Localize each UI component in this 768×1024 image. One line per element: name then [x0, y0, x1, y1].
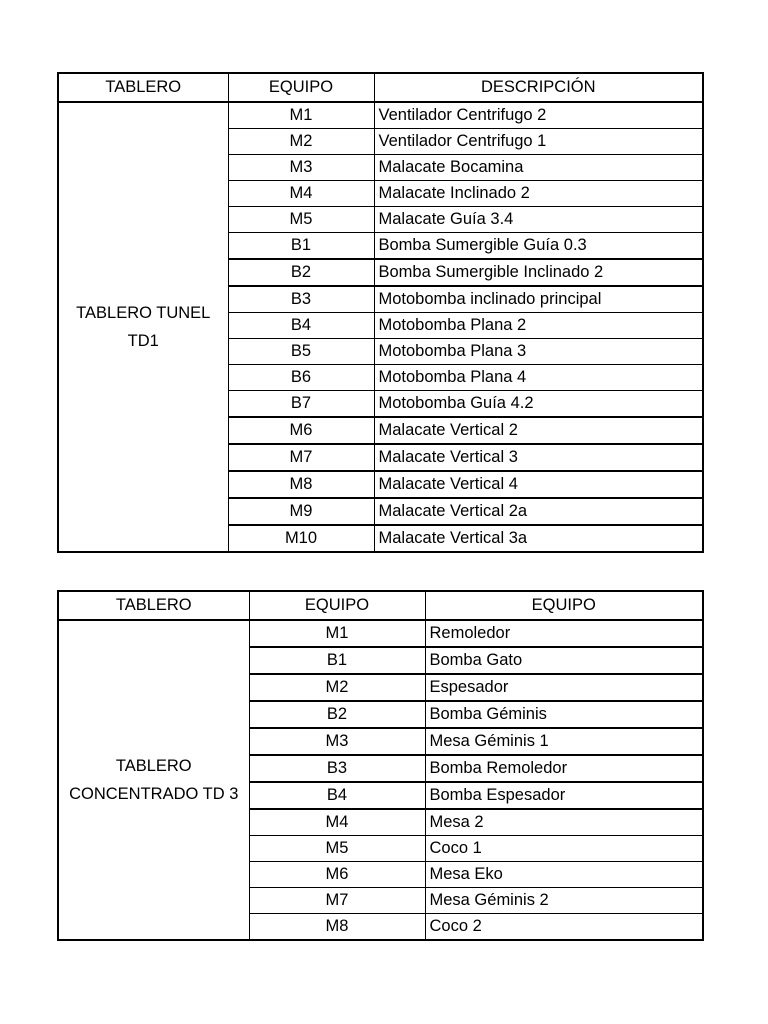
equipment-description: Mesa Géminis 1 — [425, 728, 703, 755]
equipment-code: M6 — [249, 862, 425, 888]
equipment-description: Motobomba Plana 3 — [374, 339, 703, 365]
equipment-code: B1 — [228, 233, 374, 260]
equipment-description: Malacate Vertical 3 — [374, 444, 703, 471]
equipment-code: M8 — [228, 471, 374, 498]
equipment-code: B3 — [249, 755, 425, 782]
equipment-description: Malacate Inclinado 2 — [374, 181, 703, 207]
equipment-code: M9 — [228, 498, 374, 525]
col-header-equipo-2: EQUIPO — [425, 591, 703, 620]
equipment-description: Motobomba Plana 2 — [374, 313, 703, 339]
tablero-concentrado-table — [57, 590, 704, 941]
equipment-description: Motobomba Plana 4 — [374, 365, 703, 391]
col-header-tablero: TABLERO — [58, 591, 249, 620]
equipment-description: Bomba Sumergible Guía 0.3 — [374, 233, 703, 260]
equipment-code: M10 — [228, 525, 374, 552]
group-label: TABLERO TUNEL TD1 — [58, 102, 228, 552]
equipment-code: M1 — [228, 102, 374, 129]
equipment-code: B5 — [228, 339, 374, 365]
equipment-description: Mesa Géminis 2 — [425, 888, 703, 914]
equipment-code: B6 — [228, 365, 374, 391]
equipment-description: Ventilador Centrifugo 2 — [374, 102, 703, 129]
equipment-code: B3 — [228, 286, 374, 313]
equipment-code: M5 — [249, 836, 425, 862]
equipment-description: Bomba Sumergible Inclinado 2 — [374, 259, 703, 286]
equipment-description: Mesa 2 — [425, 809, 703, 836]
equipment-code: M5 — [228, 207, 374, 233]
equipment-code: M6 — [228, 417, 374, 444]
equipment-description: Bomba Géminis — [425, 701, 703, 728]
col-header-descripcion: DESCRIPCIÓN — [374, 73, 703, 102]
equipment-description: Bomba Espesador — [425, 782, 703, 809]
equipment-description: Malacate Guía 3.4 — [374, 207, 703, 233]
equipment-description: Malacate Vertical 4 — [374, 471, 703, 498]
table-row — [58, 620, 703, 647]
equipment-code: M3 — [249, 728, 425, 755]
equipment-code: M2 — [249, 674, 425, 701]
equipment-description: Coco 1 — [425, 836, 703, 862]
equipment-description: Coco 2 — [425, 914, 703, 941]
equipment-code: M8 — [249, 914, 425, 941]
equipment-description: Bomba Remoledor — [425, 755, 703, 782]
equipment-code: M4 — [228, 181, 374, 207]
equipment-code: M7 — [249, 888, 425, 914]
equipment-description: Remoledor — [425, 620, 703, 647]
equipment-description: Motobomba inclinado principal — [374, 286, 703, 313]
table-header-row — [58, 73, 703, 102]
group-label: TABLERO CONCENTRADO TD 3 — [58, 620, 249, 940]
equipment-description: Bomba Gato — [425, 647, 703, 674]
col-header-tablero: TABLERO — [58, 73, 228, 102]
equipment-description: Malacate Bocamina — [374, 155, 703, 181]
equipment-description: Espesador — [425, 674, 703, 701]
equipment-code: B4 — [249, 782, 425, 809]
equipment-description: Malacate Vertical 3a — [374, 525, 703, 552]
equipment-code: M2 — [228, 129, 374, 155]
equipment-description: Malacate Vertical 2 — [374, 417, 703, 444]
equipment-description: Malacate Vertical 2a — [374, 498, 703, 525]
equipment-code: M3 — [228, 155, 374, 181]
equipment-code: M7 — [228, 444, 374, 471]
equipment-code: M1 — [249, 620, 425, 647]
equipment-code: B2 — [228, 259, 374, 286]
tablero-tunel-table — [57, 72, 704, 553]
equipment-description: Mesa Eko — [425, 862, 703, 888]
table-row — [58, 102, 703, 129]
equipment-code: B1 — [249, 647, 425, 674]
equipment-code: B7 — [228, 391, 374, 418]
col-header-equipo: EQUIPO — [228, 73, 374, 102]
equipment-code: M4 — [249, 809, 425, 836]
equipment-code: B2 — [249, 701, 425, 728]
equipment-description: Motobomba Guía 4.2 — [374, 391, 703, 418]
equipment-code: B4 — [228, 313, 374, 339]
table-header-row — [58, 591, 703, 620]
col-header-equipo: EQUIPO — [249, 591, 425, 620]
equipment-description: Ventilador Centrifugo 1 — [374, 129, 703, 155]
